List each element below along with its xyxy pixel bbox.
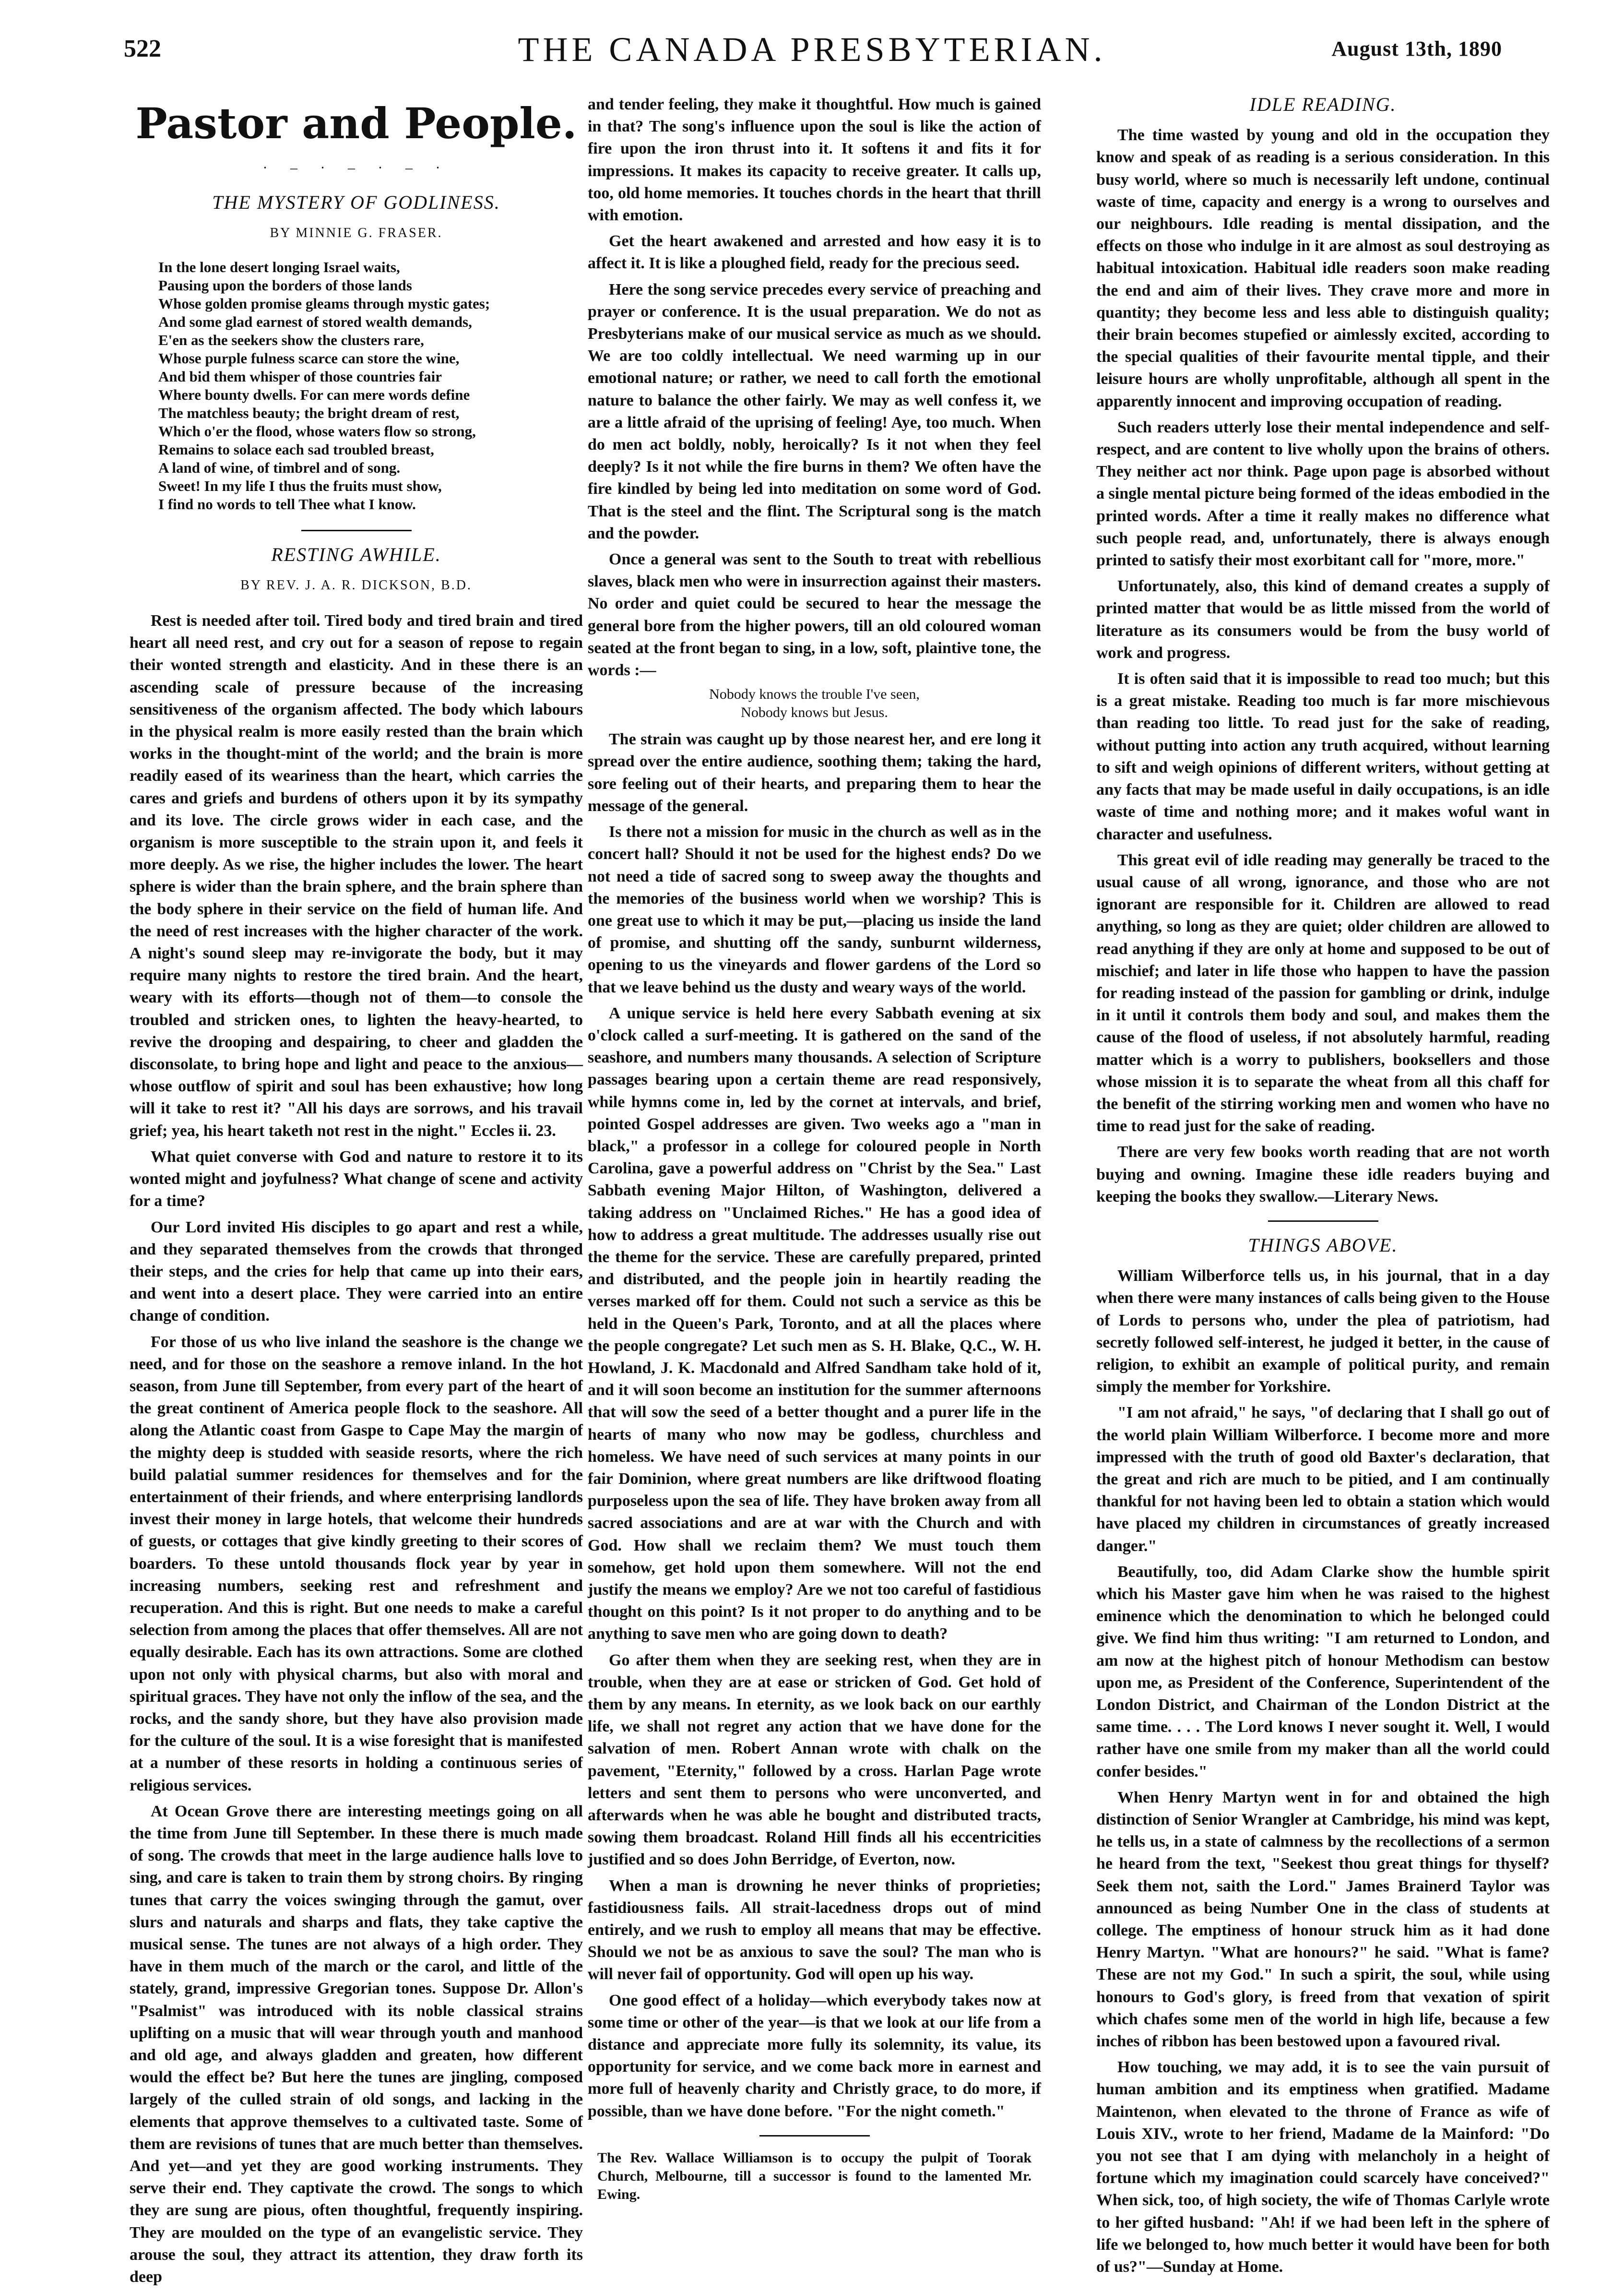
- poem-line: Whose golden promise gleams through mystic gates;: [158, 295, 490, 312]
- song-quote: [588, 685, 1041, 722]
- column-3: [1096, 94, 1550, 2282]
- masthead: [0, 0, 1624, 82]
- paragraph: How touching, we may add, it is to see the vain pursuit of human ambition and its emptiness when gratified. Madame Maintenon, when elevated to the throne of France as wife of Louis XIV., wrote to her friend, Madame de la Mainford: "Do you not see that I am dying with melancholy in a height of fortune which my imagination could scarcely have conceived?" When sick, too, of high society, the wife of Thomas Carlyle wrote to her gifted husband: "Ah! if we had been left in the sphere of life we belonged to, how much better it would have been for both of us?"—Sunday at Home.: [1096, 2058, 1550, 2276]
- newspaper-title: THE CANADA PRESBYTERIAN.: [518, 30, 1106, 69]
- paragraph: Get the heart awakened and arrested and how easy it is to affect it. It is like a ploughed field, ready for the precious seed.: [588, 232, 1041, 273]
- poem-line: Pausing upon the borders of those lands: [158, 276, 412, 294]
- poem-line: A land of wine, of timbrel and of song.: [158, 459, 401, 476]
- paragraph: Rest is needed after toil. Tired body and tired brain and tired heart all need rest, and cry out for a season of repose to regain their wonted strength and elasticity. And in these there is an ascending scale of pressure because of the increasing sensitiveness of the organism affected. The body which labours in the physical realm is more easily rested than the brain which works in the thought-mint of the world; and the brain is more readily eased of its weariness than the heart, which carries the cares and griefs and burdens of others upon it by its sympathy and its love. The circle grows wider in each case, and the organism is more susceptible to the strain upon it, and feels it more deeply. As we rise, the higher includes the lower. The heart sphere is wider than the brain sphere, and the brain sphere than the body sphere in their service on the field of human life. And the need of rest increases with the higher character of the work. A night's sound sleep may re-invigorate the body, but it may require many nights to restore the tired brain. And the heart, weary with its efforts—though not of them—to console the troubled and stricken ones, to lighten the heavy-hearted, to revive the drooping and despairing, to cheer and gladden the disconsolate, to bring hope and light and peace to the anxious—whose outflow of spirit and soul has been exhaustive; how long will it take to rest it? "All his days are sorrows, and his travail grief; yea, his heart taketh not rest in the night." Eccles ii. 23.: [130, 612, 583, 1140]
- paragraph: Unfortunately, also, this kind of demand creates a supply of printed matter that would be as little missed from the world of literature as its consumers would be from the busy world of work and progress.: [1096, 577, 1550, 662]
- paragraph: A unique service is held here every Sabbath evening at six o'clock called a surf-meeting. It is gathered on the sand of the seashore, and numbers many thousands. A selection of Scripture passages bearing upon a certain theme are read responsively, while hymns come in, led by the cornet at intervals, and brief, pointed Gospel addresses are given. Two weeks ago a "man in black," a professor in a college for coloured people in North Carolina, gave a powerful address on "Christ by the Sea." Last Sabbath evening Major Hilton, of Washington, delivered a taking address on "Unclaimed Riches." He has a good idea of how to address a great multitude. The addresses usually rise out the theme for the service. These are carefully prepared, printed and distributed, and the people join in heartily reading the verses marked off for them. Could not such a service as this be held in the Queen's Park, Toronto, and at all the places where the people congregate? Let such men as S. H. Blake, Q.C., W. H. Howland, J. K. Macdonald and Alfred Sandham take hold of it, and it will soon become an institution for the summer afternoons that will sow the seed of a better thought and a purer life in the hearts of many who now may be godless, churchless and homeless. We have need of such services at many points in our fair Dominion, where great numbers are like driftwood floating purposeless upon the sea of life. They have broken away from all sacred associations and are at war with the Church and with God. How shall we reclaim them? We must touch them somehow, get hold upon them somewhere. Will not the end justify the means we employ? Are we not too careful of fastidious thought on this point? Is it not proper to do anything and to be anything to save men who are going down to death?: [588, 1004, 1041, 1643]
- section-heading: Pastor and People.: [135, 98, 577, 148]
- article-title: IDLE READING.: [1249, 94, 1397, 115]
- paragraph: Is there not a mission for music in the church as well as in the concert hall? Should it not be used for the highest ends? Do we not need a tide of sacred song to sweep away the thoughts and the memories of the business world when we worship? This is one great use to which it may be put,—placing us inside the land of promise, and shutting off the sandy, sunburnt wilderness, opening to us the vineyards and flower gardens of the Lord so that we leave behind us the dusty and weary ways of the world.: [588, 823, 1041, 996]
- ornament-divider: · – · – · – ·: [262, 160, 450, 176]
- paragraph: Our Lord invited His disciples to go apart and rest a while, and they separated themselves from the crowds that thronged their steps, and the cries for help that came up into their ears, and went into a desert place. They were carried into an entire change of condition.: [130, 1218, 583, 1325]
- paragraph: At Ocean Grove there are interesting meetings going on all the time from June till September. In these there is much made of song. The crowds that meet in the large audience halls love to sing, and care is taken to train them by strong choirs. By ringing tunes that carry the voices swinging through the gamut, over slurs and naturals and sharps and flats, they take captive the musical sense. The tunes are not always of a high order. They have in them much of the march or the carol, and little of the stately, grand, impressive Gregorian tones. Suppose Dr. Allon's "Psalmist" was introduced with its noble classical strains uplifting on a music that will wear through youth and manhood and old age, and always gladden and greaten, how different would the effect be? But here the tunes are jingling, composed largely of the culled strain of old songs, and lacking in the elements that approve themselves to a cultivated taste. Some of them are revisions of tunes that are much better than themselves. And yet—and yet they are good working instruments. They serve their end. They captivate the crowd. The songs to which they are sung are pious, often thoughtful, frequently inspiring. They are moulded on the type of an evangelistic service. They arouse the soul, they attract its attention, they draw forth its deep: [130, 1802, 583, 2286]
- poem-line: Sweet! In my life I thus the fruits must show,: [158, 477, 442, 494]
- poem-line: Whose purple fulness scarce can store the wine,: [158, 349, 460, 367]
- poem-byline: BY MINNIE G. FRASER.: [270, 226, 443, 241]
- poem-title: THE MYSTERY OF GODLINESS.: [212, 191, 500, 214]
- issue-date: August 13th, 1890: [1331, 37, 1502, 60]
- paragraph: What quiet converse with God and nature to restore it to its wonted might and joyfulness? What change of scene and activity for a time?: [130, 1147, 583, 1210]
- paragraph: For those of us who live inland the seashore is the change we need, and for those on the seashore a remove inland. In the hot season, from June till September, from every part of the heart of the great continent of America people flock to the seashore. All along the Atlantic coast from Gaspe to Cape May the margin of the mighty deep is studded with seaside resorts, where the rich build palatial summer residences for themselves and for the entertainment of their friends, and where enterprising landlords invest their money in large hotels, that welcome their hundreds of guests, or cottages that give kindly greeting to their scores of boarders. To these untold thousands flock year by year in increasing numbers, seeking rest and refreshment and recuperation. And this is right. But one needs to make a careful selection from among the places that offer themselves. All are not equally desirable. Each has its own attractions. Some are clothed upon not only with physical charms, but also with moral and spiritual graces. They have not only the inflow of the sea, and the rocks, and the sandy shore, but they have also provision made for the culture of the soul. It is a wise foresight that is manifested at a number of these resorts in holding a continuous series of religious services.: [130, 1333, 583, 1794]
- paragraph: This great evil of idle reading may generally be traced to the usual cause of all wrong, ignorance, and those who are not ignorant are responsible for it. Children are allowed to read anything, so long as they are quiet; older children are allowed to read anything if they are only at home and supposed to be out of mischief; and later in life those who happen to have the passion for reading instead of the passion for gambling or drink, indulge in it until it controls them body and soul, and makes them the cause of the flood of useless, if not absolutely harmful, reading matter which is a worry to publishers, booksellers and those whose mission it is to separate the wheat from all this chaff for the benefit of the stirring working men and women who have no time to read just for the sake of reading.: [1096, 851, 1550, 1135]
- article-title: THINGS ABOVE.: [1248, 1234, 1398, 1256]
- poem-line: In the lone desert longing Israel waits,: [158, 258, 400, 275]
- divider-rule: [759, 2135, 870, 2137]
- paragraph: The time wasted by young and old in the occupation they know and speak of as reading is a serious consideration. In this busy world, where so much is necessarily left undone, continual waste of time, capacity and energy is a wrong to ourselves and our neighbours. Idle reading is mental dissipation, and the effects on those who indulge in it are almost as soul destroying as habitual intoxication. Habitual idle readers soon make reading the end and aim of their lives. They crave more and more in quantity; they become less and less able to distinguish quality; their brain becomes stupefied or aimlessly excited, according to the special qualities of their favourite mental tipple, and their leisure hours are wholly unprofitable, although all spent in the apparently innocent and improving occupation of reading.: [1096, 126, 1550, 410]
- divider-rule: [301, 530, 412, 531]
- poem-line: Which o'er the flood, whose waters flow so strong,: [158, 422, 476, 440]
- poem-line: The matchless beauty; the bright dream of rest,: [158, 404, 460, 421]
- paragraph: Go after them when they are seeking rest, when they are in trouble, when they are at ease or stricken of God. Get hold of them by any means. In eternity, as we look back on our earthly life, we shall not regret any action that we have done for the salvation of men. Robert Annan wrote with chalk on the pavement, "Eternity," followed by a cross. Harlan Page wrote letters and sent them to persons who were unconverted, and afterwards when he was able he bought and distributed tracts, sowing them broadcast. Roland Hill finds all his eccentricities justified and so does John Berridge, of Everton, now.: [588, 1651, 1041, 1869]
- article-byline: BY REV. J. A. R. DICKSON, B.D.: [240, 577, 472, 593]
- page-number: 522: [124, 35, 161, 62]
- paragraph: "I am not afraid," he says, "of declaring that I shall go out of the world plain William Wilberforce. I become more and more impressed with the truth of good old Baxter's declaration, that the great and rich are much to be pitied, and I am continually thankful for not having been led to obtain a station which would have placed my children in circumstances of greatly increased danger.": [1096, 1404, 1550, 1555]
- paragraph: When a man is drowning he never thinks of proprieties; fastidiousness fails. All strait-lacedness drops out of mind entirely, and we rush to employ all means that may be effective. Should we not be as anxious to save the soul? The man who is will never fail of opportunity. God will open up his way.: [588, 1876, 1041, 1983]
- article-title: RESTING AWHILE.: [271, 543, 441, 565]
- paragraph: Once a general was sent to the South to treat with rebellious slaves, black men who were in insurrection against their masters. No order and quiet could be secured to hear the message the general bore from the higher powers, till an old coloured woman seated at the front began to sing, in a low, soft, plaintive tone, the words :—: [588, 550, 1041, 680]
- column-1: [130, 94, 583, 2292]
- paragraph: It is often said that it is impossible to read too much; but this is a great mistake. Reading too much is far more mischievous than reading too little. To read just for the sake of reading, without putting into action any truth acquired, without learning to sift and weigh opinions of different writers, without getting at any facts that may be made useful in daily occupations, is an idle waste of time and nothing more; and it makes woful want in character and usefulness.: [1096, 670, 1550, 843]
- paragraph: William Wilberforce tells us, in his journal, that in a day when there were many instances of calls being given to the House of Lords to persons who, under the plea of patriotism, had secretly followed self-interest, he judged it better, in the cause of religion, to exhibit an example of political purity, and remain simply the member for Yorkshire.: [1096, 1267, 1550, 1396]
- paragraph: The strain was caught up by those nearest her, and ere long it spread over the entire audience, soothing them; taking the hard, sore feeling out of their hearts, and preparing them to hear the message of the general.: [588, 730, 1041, 815]
- quote-line: Nobody knows but Jesus.: [741, 704, 888, 721]
- poem-line: E'en as the seekers show the clusters rare,: [158, 331, 424, 348]
- paragraph: There are very few books worth reading that are not worth buying and owning. Imagine these idle readers buying and keeping the books they swallow.—Literary News.: [1096, 1143, 1550, 1206]
- divider-rule: [1268, 1220, 1378, 1222]
- poem-body: [158, 258, 583, 513]
- paragraph: and tender feeling, they make it thoughtful. How much is gained in that? The song's influence upon the soul is like the action of fire upon the iron thrust into it. It softens it and fits it for impressions. It makes its capacity to receive greater. It calls up, too, old home memories. It touches chords in the heart that thrill with emotion.: [588, 96, 1041, 225]
- poem-line: Where bounty dwells. For can mere words define: [158, 386, 470, 403]
- column-2: [588, 94, 1041, 2204]
- paragraph: Such readers utterly lose their mental independence and self-respect, and are content to live wholly upon the brains of others. They neither act nor think. Page upon page is absorbed without a single mental picture being formed of the ideas embodied in the printed words. After a time it really makes no difference what such people read, and, unfortunately, there is always enough printed to satisfy their most exorbitant call for "more, more.": [1096, 418, 1550, 570]
- paragraph: When Henry Martyn went in for and obtained the high distinction of Senior Wrangler at Cambridge, his mind was kept, he tells us, in a state of calmness by the recollections of a sermon he heard from the text, "Seekest thou great things for thyself? Seek them not, saith the Lord." James Brainerd Taylor was announced as being Number One in the class of students at college. The emptiness of honour struck him as it had done Henry Martyn. "What are honours?" he said. "What is fame? These are not my God." In such a spirit, the soul, while using honours to God's glory, is freed from that vexation of spirit which chafes some men of the world in high life, because a few inches of ribbon has been bestowed upon a favoured rival.: [1096, 1788, 1550, 2051]
- poem-line: I find no words to tell Thee what I know.: [158, 495, 416, 513]
- news-note: The Rev. Wallace Williamson is to occupy the pulpit of Toorak Church, Melbourne, till a successor is found to the lamented Mr. Ewing.: [597, 2149, 1031, 2202]
- poem-line: And bid them whisper of those countries fair: [158, 368, 442, 385]
- paragraph: One good effect of a holiday—which everybody takes now at some time or other of the year—is that we look at our life from a distance and appreciate more fully its solemnity, its value, its opportunity for service, and we come back more in earnest and more full of heavenly charity and Christly grace, to do more, if possible, than we have done before. "For the night cometh.": [588, 1991, 1041, 2120]
- poem-line: Remains to solace each sad troubled breast,: [158, 441, 434, 458]
- paragraph: Beautifully, too, did Adam Clarke show the humble spirit which his Master gave him when he was raised to the highest eminence which the denomination to which he belonged could give. We find him thus writing: "I am returned to London, and am now at the highest pitch of honour Methodism can bestow upon me, as President of the Conference, Superintendent of the London District, and Chairman of the London District at the same time. . . . The Lord knows I never sought it. Well, I would rather have one smile from my maker than all the world could confer besides.": [1096, 1563, 1550, 1780]
- poem-line: And some glad earnest of stored wealth demands,: [158, 313, 472, 330]
- paragraph: Here the song service precedes every service of preaching and prayer or conference. It is the usual preparation. We do not as Presbyterians make of our musical service as much as we should. We are too coldly intellectual. We need warming up in our emotional nature; or rather, we need to call forth the emotional nature to balance the other fairly. We may as well confess it, we are a little afraid of the uprising of feeling! Aye, too much. When do men act boldly, nobly, heroically? Is it not when they feel deeply? Is it not while the fire burns in them? We often have the fire kindled by being led into meditation on some word of God. That is the steel and the flint. The Scriptural song is the match and the powder.: [588, 280, 1041, 542]
- quote-line: Nobody knows the trouble I've seen,: [709, 686, 920, 703]
